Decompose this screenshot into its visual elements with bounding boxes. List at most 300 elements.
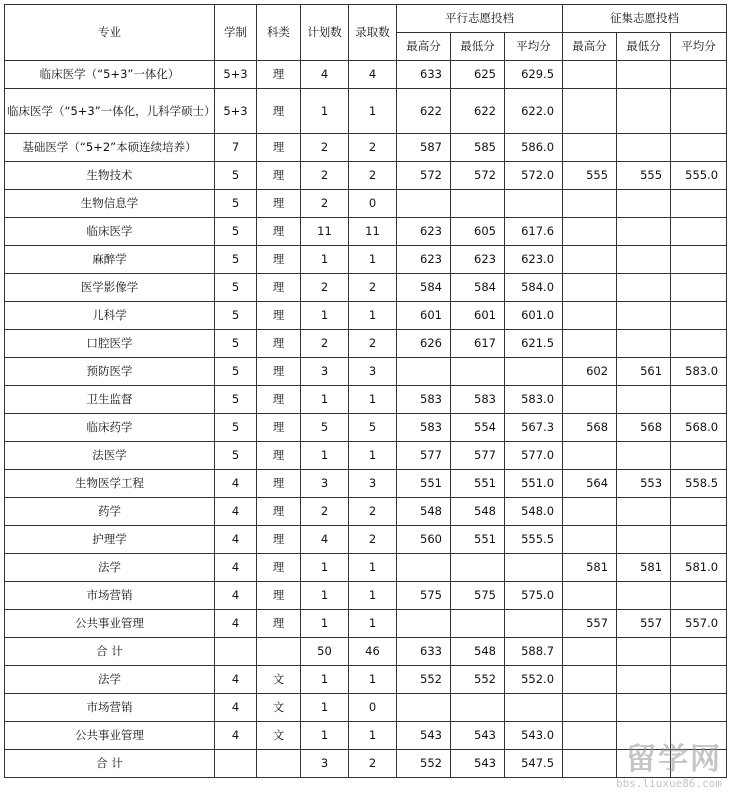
cell-parallel-max — [397, 358, 451, 386]
cell-collect-avg — [671, 302, 727, 330]
table-body — [5, 61, 727, 778]
table-row — [5, 302, 727, 330]
cell-major: 临床医学（“5+3”一体化，儿科学硕士） — [5, 89, 215, 134]
cell-parallel-max: 572 — [397, 162, 451, 190]
cell-collect-avg — [671, 134, 727, 162]
cell-subject — [257, 638, 301, 666]
cell-collect-max — [563, 134, 617, 162]
cell-collect-max — [563, 722, 617, 750]
cell-parallel-max: 622 — [397, 89, 451, 134]
cell-parallel-max: 560 — [397, 526, 451, 554]
cell-major: 儿科学 — [5, 302, 215, 330]
cell-subject: 理 — [257, 358, 301, 386]
cell-parallel-max: 551 — [397, 470, 451, 498]
table-row — [5, 274, 727, 302]
cell-major: 生物信息学 — [5, 190, 215, 218]
cell-parallel-min: 601 — [451, 302, 505, 330]
cell-collect-avg — [671, 582, 727, 610]
cell-collect-max — [563, 89, 617, 134]
cell-admitted: 1 — [349, 722, 397, 750]
cell-parallel-max: 552 — [397, 750, 451, 778]
cell-plan: 2 — [301, 498, 349, 526]
cell-parallel-min: 625 — [451, 61, 505, 89]
cell-major: 医学影像学 — [5, 274, 215, 302]
cell-collect-max — [563, 218, 617, 246]
cell-parallel-max: 583 — [397, 414, 451, 442]
cell-parallel-max: 575 — [397, 582, 451, 610]
cell-collect-avg — [671, 666, 727, 694]
cell-parallel-max: 583 — [397, 386, 451, 414]
cell-parallel-min: 622 — [451, 89, 505, 134]
cell-parallel-min: 552 — [451, 666, 505, 694]
cell-parallel-max: 552 — [397, 666, 451, 694]
watermark-url: bbs.liuxue86.com — [616, 777, 722, 790]
cell-collect-max — [563, 190, 617, 218]
table-row — [5, 610, 727, 638]
cell-admitted: 1 — [349, 666, 397, 694]
cell-parallel-min: 548 — [451, 638, 505, 666]
cell-parallel-min: 585 — [451, 134, 505, 162]
table-row — [5, 386, 727, 414]
cell-parallel-min — [451, 610, 505, 638]
cell-parallel-min: 551 — [451, 526, 505, 554]
cell-major: 合 计 — [5, 750, 215, 778]
cell-parallel-max: 577 — [397, 442, 451, 470]
table-row — [5, 190, 727, 218]
cell-major: 法学 — [5, 666, 215, 694]
cell-collect-max — [563, 666, 617, 694]
cell-collect-avg: 558.5 — [671, 470, 727, 498]
cell-parallel-min — [451, 358, 505, 386]
cell-admitted: 2 — [349, 330, 397, 358]
cell-parallel-min: 548 — [451, 498, 505, 526]
header-plan: 计划数 — [301, 5, 349, 61]
cell-collect-avg — [671, 442, 727, 470]
cell-subject — [257, 750, 301, 778]
cell-collect-max: 568 — [563, 414, 617, 442]
cell-collect-min — [617, 302, 671, 330]
cell-subject: 理 — [257, 414, 301, 442]
cell-parallel-avg — [505, 190, 563, 218]
cell-admitted: 3 — [349, 358, 397, 386]
table-row — [5, 638, 727, 666]
cell-major: 市场营销 — [5, 694, 215, 722]
cell-plan: 11 — [301, 218, 349, 246]
cell-collect-avg — [671, 750, 727, 778]
cell-admitted: 2 — [349, 162, 397, 190]
cell-subject: 理 — [257, 498, 301, 526]
cell-collect-avg: 583.0 — [671, 358, 727, 386]
cell-parallel-avg: 623.0 — [505, 246, 563, 274]
cell-parallel-max: 633 — [397, 638, 451, 666]
cell-plan: 1 — [301, 666, 349, 694]
cell-collect-avg — [671, 498, 727, 526]
cell-parallel-avg: 547.5 — [505, 750, 563, 778]
cell-admitted: 2 — [349, 526, 397, 554]
cell-collect-avg: 557.0 — [671, 610, 727, 638]
cell-parallel-max: 587 — [397, 134, 451, 162]
cell-parallel-avg: 548.0 — [505, 498, 563, 526]
cell-plan: 2 — [301, 274, 349, 302]
cell-plan: 1 — [301, 554, 349, 582]
cell-collect-min: 561 — [617, 358, 671, 386]
cell-major: 口腔医学 — [5, 330, 215, 358]
cell-plan: 1 — [301, 610, 349, 638]
header-collect-group: 征集志愿投档 — [563, 5, 727, 33]
cell-plan: 1 — [301, 246, 349, 274]
header-parallel-max: 最高分 — [397, 33, 451, 61]
cell-collect-max: 557 — [563, 610, 617, 638]
cell-parallel-min: 605 — [451, 218, 505, 246]
cell-parallel-avg: 551.0 — [505, 470, 563, 498]
cell-collect-max — [563, 750, 617, 778]
cell-years — [215, 750, 257, 778]
cell-major: 法学 — [5, 554, 215, 582]
cell-subject: 文 — [257, 694, 301, 722]
cell-collect-min — [617, 190, 671, 218]
cell-collect-min — [617, 722, 671, 750]
cell-years: 5 — [215, 386, 257, 414]
cell-collect-max — [563, 498, 617, 526]
cell-collect-min — [617, 694, 671, 722]
cell-plan: 50 — [301, 638, 349, 666]
cell-subject: 理 — [257, 61, 301, 89]
cell-parallel-avg: 586.0 — [505, 134, 563, 162]
cell-collect-max — [563, 694, 617, 722]
cell-major: 合 计 — [5, 638, 215, 666]
cell-major: 临床药学 — [5, 414, 215, 442]
cell-parallel-avg: 588.7 — [505, 638, 563, 666]
cell-admitted: 1 — [349, 442, 397, 470]
cell-parallel-min — [451, 694, 505, 722]
cell-years: 4 — [215, 666, 257, 694]
cell-parallel-min: 543 — [451, 722, 505, 750]
cell-years: 4 — [215, 554, 257, 582]
table-row — [5, 442, 727, 470]
cell-years: 5 — [215, 246, 257, 274]
cell-years: 5+3 — [215, 89, 257, 134]
cell-parallel-avg: 555.5 — [505, 526, 563, 554]
cell-parallel-min: 617 — [451, 330, 505, 358]
table-row — [5, 722, 727, 750]
cell-plan: 1 — [301, 442, 349, 470]
cell-subject: 理 — [257, 386, 301, 414]
cell-parallel-max — [397, 190, 451, 218]
cell-admitted: 2 — [349, 750, 397, 778]
cell-years: 4 — [215, 610, 257, 638]
cell-parallel-max: 543 — [397, 722, 451, 750]
header-collect-max: 最高分 — [563, 33, 617, 61]
table-row — [5, 358, 727, 386]
cell-collect-min — [617, 246, 671, 274]
cell-admitted: 3 — [349, 470, 397, 498]
cell-collect-max — [563, 526, 617, 554]
cell-parallel-avg — [505, 694, 563, 722]
cell-collect-max — [563, 274, 617, 302]
cell-subject: 文 — [257, 666, 301, 694]
cell-admitted: 1 — [349, 386, 397, 414]
table-row — [5, 582, 727, 610]
cell-collect-min — [617, 386, 671, 414]
cell-collect-max — [563, 246, 617, 274]
cell-collect-min: 581 — [617, 554, 671, 582]
cell-parallel-avg: 543.0 — [505, 722, 563, 750]
cell-subject: 文 — [257, 722, 301, 750]
cell-collect-min — [617, 274, 671, 302]
cell-major: 卫生监督 — [5, 386, 215, 414]
cell-years: 4 — [215, 694, 257, 722]
cell-parallel-min: 543 — [451, 750, 505, 778]
cell-parallel-max: 626 — [397, 330, 451, 358]
table-row — [5, 162, 727, 190]
cell-collect-min: 553 — [617, 470, 671, 498]
cell-subject: 理 — [257, 442, 301, 470]
cell-collect-min — [617, 442, 671, 470]
cell-plan: 3 — [301, 470, 349, 498]
cell-collect-avg — [671, 694, 727, 722]
cell-major: 临床医学 — [5, 218, 215, 246]
cell-major: 药学 — [5, 498, 215, 526]
cell-subject: 理 — [257, 302, 301, 330]
cell-admitted: 46 — [349, 638, 397, 666]
cell-collect-avg: 555.0 — [671, 162, 727, 190]
cell-plan: 1 — [301, 582, 349, 610]
cell-collect-max — [563, 638, 617, 666]
admission-score-table — [4, 4, 727, 778]
cell-admitted: 1 — [349, 582, 397, 610]
cell-years: 4 — [215, 722, 257, 750]
cell-years: 4 — [215, 582, 257, 610]
cell-subject: 理 — [257, 554, 301, 582]
cell-parallel-avg: 622.0 — [505, 89, 563, 134]
cell-parallel-max — [397, 694, 451, 722]
cell-collect-avg — [671, 89, 727, 134]
cell-admitted: 2 — [349, 498, 397, 526]
cell-plan: 4 — [301, 61, 349, 89]
cell-collect-avg — [671, 61, 727, 89]
cell-collect-max — [563, 386, 617, 414]
cell-subject: 理 — [257, 134, 301, 162]
cell-collect-avg — [671, 386, 727, 414]
table-row — [5, 218, 727, 246]
cell-major: 公共事业管理 — [5, 610, 215, 638]
cell-subject: 理 — [257, 610, 301, 638]
cell-collect-max: 564 — [563, 470, 617, 498]
cell-collect-avg — [671, 330, 727, 358]
cell-years: 5 — [215, 414, 257, 442]
header-years: 学制 — [215, 5, 257, 61]
cell-parallel-max: 633 — [397, 61, 451, 89]
cell-collect-avg — [671, 274, 727, 302]
cell-collect-min — [617, 750, 671, 778]
cell-collect-min — [617, 218, 671, 246]
table-row — [5, 470, 727, 498]
cell-years: 4 — [215, 470, 257, 498]
watermark-logo: 留学网 — [626, 742, 722, 777]
cell-plan: 1 — [301, 722, 349, 750]
cell-parallel-max: 623 — [397, 218, 451, 246]
cell-major: 市场营销 — [5, 582, 215, 610]
cell-collect-max: 555 — [563, 162, 617, 190]
cell-years: 5 — [215, 190, 257, 218]
cell-admitted: 1 — [349, 89, 397, 134]
cell-years: 5 — [215, 302, 257, 330]
cell-collect-min: 557 — [617, 610, 671, 638]
cell-admitted: 1 — [349, 302, 397, 330]
table-row — [5, 414, 727, 442]
cell-parallel-min — [451, 554, 505, 582]
cell-plan: 1 — [301, 386, 349, 414]
cell-parallel-max: 584 — [397, 274, 451, 302]
cell-collect-min — [617, 330, 671, 358]
header-parallel-min: 最低分 — [451, 33, 505, 61]
cell-parallel-min: 575 — [451, 582, 505, 610]
cell-parallel-avg: 575.0 — [505, 582, 563, 610]
cell-subject: 理 — [257, 218, 301, 246]
cell-parallel-min: 623 — [451, 246, 505, 274]
cell-major: 法医学 — [5, 442, 215, 470]
cell-plan: 1 — [301, 694, 349, 722]
table-row — [5, 134, 727, 162]
cell-collect-avg: 568.0 — [671, 414, 727, 442]
table-row — [5, 246, 727, 274]
cell-collect-avg — [671, 638, 727, 666]
table-row — [5, 750, 727, 778]
cell-parallel-avg: 601.0 — [505, 302, 563, 330]
table-row — [5, 330, 727, 358]
cell-collect-max: 602 — [563, 358, 617, 386]
cell-years: 5 — [215, 274, 257, 302]
cell-admitted: 2 — [349, 274, 397, 302]
cell-parallel-max: 548 — [397, 498, 451, 526]
table-row — [5, 666, 727, 694]
cell-collect-max — [563, 302, 617, 330]
cell-major: 预防医学 — [5, 358, 215, 386]
cell-years: 5 — [215, 442, 257, 470]
cell-collect-min — [617, 582, 671, 610]
cell-subject: 理 — [257, 526, 301, 554]
header-parallel-group: 平行志愿投档 — [397, 5, 563, 33]
cell-major: 生物技术 — [5, 162, 215, 190]
cell-admitted: 0 — [349, 694, 397, 722]
cell-collect-avg — [671, 722, 727, 750]
cell-collect-min — [617, 89, 671, 134]
cell-admitted: 11 — [349, 218, 397, 246]
cell-subject: 理 — [257, 470, 301, 498]
table-row — [5, 694, 727, 722]
cell-parallel-avg: 629.5 — [505, 61, 563, 89]
header-admitted: 录取数 — [349, 5, 397, 61]
cell-collect-max — [563, 582, 617, 610]
cell-years: 4 — [215, 498, 257, 526]
cell-parallel-min: 583 — [451, 386, 505, 414]
cell-collect-min: 555 — [617, 162, 671, 190]
cell-parallel-min: 584 — [451, 274, 505, 302]
cell-years: 7 — [215, 134, 257, 162]
cell-collect-min — [617, 61, 671, 89]
cell-collect-avg — [671, 246, 727, 274]
cell-parallel-avg: 617.6 — [505, 218, 563, 246]
cell-collect-max: 581 — [563, 554, 617, 582]
cell-parallel-min — [451, 190, 505, 218]
cell-parallel-max — [397, 554, 451, 582]
cell-collect-max — [563, 442, 617, 470]
cell-years: 4 — [215, 526, 257, 554]
cell-parallel-avg: 577.0 — [505, 442, 563, 470]
cell-parallel-avg: 621.5 — [505, 330, 563, 358]
cell-subject: 理 — [257, 89, 301, 134]
header-collect-min: 最低分 — [617, 33, 671, 61]
table-row — [5, 61, 727, 89]
cell-plan: 4 — [301, 526, 349, 554]
cell-parallel-avg: 584.0 — [505, 274, 563, 302]
header-parallel-avg: 平均分 — [505, 33, 563, 61]
cell-parallel-min: 577 — [451, 442, 505, 470]
cell-parallel-max: 623 — [397, 246, 451, 274]
cell-plan: 1 — [301, 89, 349, 134]
cell-plan: 2 — [301, 134, 349, 162]
cell-years: 5 — [215, 218, 257, 246]
cell-admitted: 5 — [349, 414, 397, 442]
cell-major: 基础医学（“5+2”本硕连续培养） — [5, 134, 215, 162]
cell-collect-avg — [671, 190, 727, 218]
cell-collect-avg: 581.0 — [671, 554, 727, 582]
cell-plan: 3 — [301, 358, 349, 386]
cell-plan: 2 — [301, 330, 349, 358]
cell-plan: 3 — [301, 750, 349, 778]
header-collect-avg: 平均分 — [671, 33, 727, 61]
cell-admitted: 1 — [349, 246, 397, 274]
cell-parallel-avg: 572.0 — [505, 162, 563, 190]
cell-years: 5 — [215, 162, 257, 190]
cell-collect-avg — [671, 218, 727, 246]
cell-admitted: 2 — [349, 134, 397, 162]
cell-plan: 1 — [301, 302, 349, 330]
cell-plan: 2 — [301, 162, 349, 190]
cell-subject: 理 — [257, 274, 301, 302]
cell-collect-min — [617, 666, 671, 694]
cell-major: 麻醉学 — [5, 246, 215, 274]
cell-major: 公共事业管理 — [5, 722, 215, 750]
cell-collect-min — [617, 134, 671, 162]
cell-collect-min: 568 — [617, 414, 671, 442]
cell-subject: 理 — [257, 162, 301, 190]
cell-years: 5 — [215, 358, 257, 386]
cell-collect-max — [563, 330, 617, 358]
cell-major: 生物医学工程 — [5, 470, 215, 498]
cell-parallel-avg: 567.3 — [505, 414, 563, 442]
cell-subject: 理 — [257, 330, 301, 358]
cell-years: 5+3 — [215, 61, 257, 89]
cell-major: 护理学 — [5, 526, 215, 554]
cell-parallel-avg: 583.0 — [505, 386, 563, 414]
cell-subject: 理 — [257, 582, 301, 610]
cell-collect-min — [617, 638, 671, 666]
table-row — [5, 554, 727, 582]
cell-parallel-max — [397, 610, 451, 638]
cell-subject: 理 — [257, 190, 301, 218]
cell-plan: 5 — [301, 414, 349, 442]
header-subject: 科类 — [257, 5, 301, 61]
table-row — [5, 526, 727, 554]
cell-parallel-min: 554 — [451, 414, 505, 442]
cell-admitted: 0 — [349, 190, 397, 218]
cell-admitted: 1 — [349, 554, 397, 582]
cell-parallel-avg — [505, 554, 563, 582]
cell-collect-min — [617, 498, 671, 526]
cell-parallel-avg: 552.0 — [505, 666, 563, 694]
cell-parallel-min: 551 — [451, 470, 505, 498]
